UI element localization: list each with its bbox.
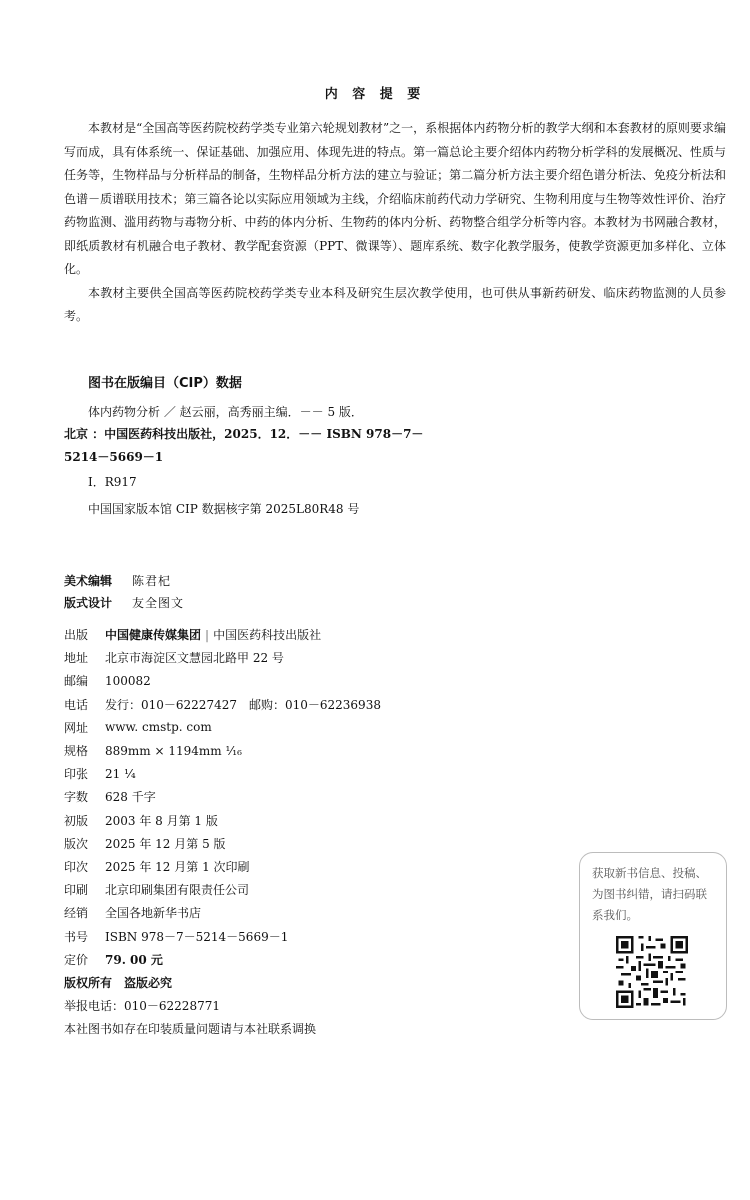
pub-row-format bbox=[64, 739, 381, 762]
pub-label: 书号 bbox=[64, 929, 89, 944]
pub-value: 2025 年 12 月第 1 次印刷 bbox=[105, 859, 250, 874]
pub-row-distributor bbox=[64, 901, 381, 924]
pub-row-website bbox=[64, 716, 381, 739]
pub-value: 628 千字 bbox=[105, 790, 156, 805]
quality-notice: 本社图书如存在印装质量问题请与本社联系调换 bbox=[64, 1022, 317, 1037]
credit-value: 陈君杞 bbox=[132, 573, 172, 588]
pub-value: 889mm × 1194mm ¹⁄₁₆ bbox=[105, 743, 242, 758]
rights-text: 版权所有 盗版必究 bbox=[64, 975, 173, 990]
pub-label: 电话 bbox=[64, 697, 89, 712]
summary-paragraph-2: 本教材主要供全国高等医药院校药学类专业本科及研究生层次教学使用，也可供从事新药研发、临床药物监测的人员参考。 bbox=[64, 285, 726, 323]
credits bbox=[64, 569, 184, 613]
publisher-name: 中国医药科技出版社 bbox=[213, 628, 322, 643]
cip-line-5: 中国国家版本馆 CIP 数据核字第 2025L80R48 号 bbox=[88, 502, 360, 516]
price-label: 定价 bbox=[64, 952, 89, 967]
pub-row-address bbox=[64, 646, 381, 669]
pub-label: 地址 bbox=[64, 651, 89, 666]
pub-row-edition bbox=[64, 832, 381, 855]
qr-code-icon[interactable] bbox=[616, 936, 688, 1008]
pub-row-price bbox=[64, 948, 381, 971]
publication-info bbox=[64, 623, 381, 1040]
pub-label: 印刷 bbox=[64, 883, 89, 898]
report-row bbox=[64, 994, 381, 1017]
pub-value: 发行：010－62227427 邮购：010－62236938 bbox=[105, 697, 381, 712]
pub-label: 初版 bbox=[64, 813, 89, 828]
qr-contact-card bbox=[579, 852, 727, 1020]
pub-value: 2003 年 8 月第 1 版 bbox=[105, 813, 218, 828]
pub-value: 21 ¹⁄₄ bbox=[105, 766, 136, 781]
pub-value: 北京市海淀区文慧园北路甲 22 号 bbox=[105, 651, 284, 666]
summary-paragraph-1: 本教材是“全国高等医药院校药学类专业第六轮规划教材”之一，系根据体内药物分析的教学大纲和本套教材的原则要求编写而成，具有体系统一、保证基础、加强应用、体现先进的特点。第一篇总论主要介绍体内药物分析学科的发展概况、性质与任务等，生物样品与分析样品的制备，生物样品分析方法的建立与验证；第二篇分析方法主要介绍色谱分析法、免疫分析法和色谱－质谱联用技术；第三篇各论以实际应用领域为主线，介绍临床前药代动力学研究、生物利用度与生物等效性评价、治疗药物监测、滥用药物与毒物分析、中药的体内分析、生物药的体内分析、药物整合组学分析等内容。本教材为书网融合教材，即纸质教材有机融合电子教材、教学配套资源（PPT、微课等）、题库系统、数字化教学服务，使教学资源更加多样化、立体化。 bbox=[64, 121, 726, 276]
pub-row-first-edition bbox=[64, 809, 381, 832]
qr-card-text: 获取新书信息、投稿、为图书纠错，请扫码联系我们。 bbox=[592, 866, 707, 922]
summary-text bbox=[64, 117, 726, 329]
cip-line-1: 体内药物分析 ／ 赵云丽，高秀丽主编．－－ 5 版． bbox=[88, 405, 363, 419]
pub-row-postcode bbox=[64, 669, 381, 692]
publisher-separator: | bbox=[205, 628, 210, 643]
pub-label: 字数 bbox=[64, 790, 89, 805]
pub-label: 印次 bbox=[64, 859, 89, 874]
pub-row-sheets bbox=[64, 762, 381, 785]
summary-title: 内 容 提 要 bbox=[324, 87, 426, 102]
pub-label: 印张 bbox=[64, 767, 89, 782]
pub-value: 2025 年 12 月第 5 版 bbox=[105, 836, 226, 851]
pub-value: www. cmstp. com bbox=[105, 720, 212, 735]
notice-row bbox=[64, 1017, 381, 1040]
pub-value: 100082 bbox=[105, 673, 151, 688]
pub-label: 网址 bbox=[64, 720, 89, 735]
price-value: 79. 00 元 bbox=[105, 952, 163, 967]
pub-label: 经销 bbox=[64, 906, 89, 921]
pub-label: 邮编 bbox=[64, 674, 89, 689]
credit-row-art-editor bbox=[64, 569, 184, 591]
cip-line-4: Ⅰ．R917 bbox=[88, 475, 137, 489]
publisher-row bbox=[64, 623, 381, 646]
report-phone: 举报电话：010－62228771 bbox=[64, 999, 220, 1014]
pub-value: 北京印刷集团有限责任公司 bbox=[105, 883, 250, 898]
credit-label: 版式设计 bbox=[64, 595, 113, 610]
cip-title: 图书在版编目（CIP）数据 bbox=[88, 376, 242, 391]
cip-line-3: 5214－5669－1 bbox=[64, 450, 164, 464]
publisher-group: 中国健康传媒集团 bbox=[105, 628, 202, 643]
pub-label: 版次 bbox=[64, 836, 89, 851]
credit-value: 友全图文 bbox=[132, 595, 185, 610]
credit-row-layout-design bbox=[64, 591, 184, 613]
pub-row-phone bbox=[64, 693, 381, 716]
pub-value: 全国各地新华书店 bbox=[105, 906, 202, 921]
pub-row-isbn bbox=[64, 924, 381, 947]
pub-row-printing bbox=[64, 855, 381, 878]
publisher-label: 出版 bbox=[64, 628, 89, 643]
pub-row-word-count bbox=[64, 785, 381, 808]
credit-label: 美术编辑 bbox=[64, 573, 113, 588]
cip-line-2: 北京 ：中国医药科技出版社，2025．12．－－ ISBN 978－7－ bbox=[64, 427, 424, 441]
pub-label: 规格 bbox=[64, 744, 89, 759]
pub-value: ISBN 978－7－5214－5669－1 bbox=[105, 929, 289, 944]
pub-row-printer bbox=[64, 878, 381, 901]
rights-row bbox=[64, 971, 381, 994]
